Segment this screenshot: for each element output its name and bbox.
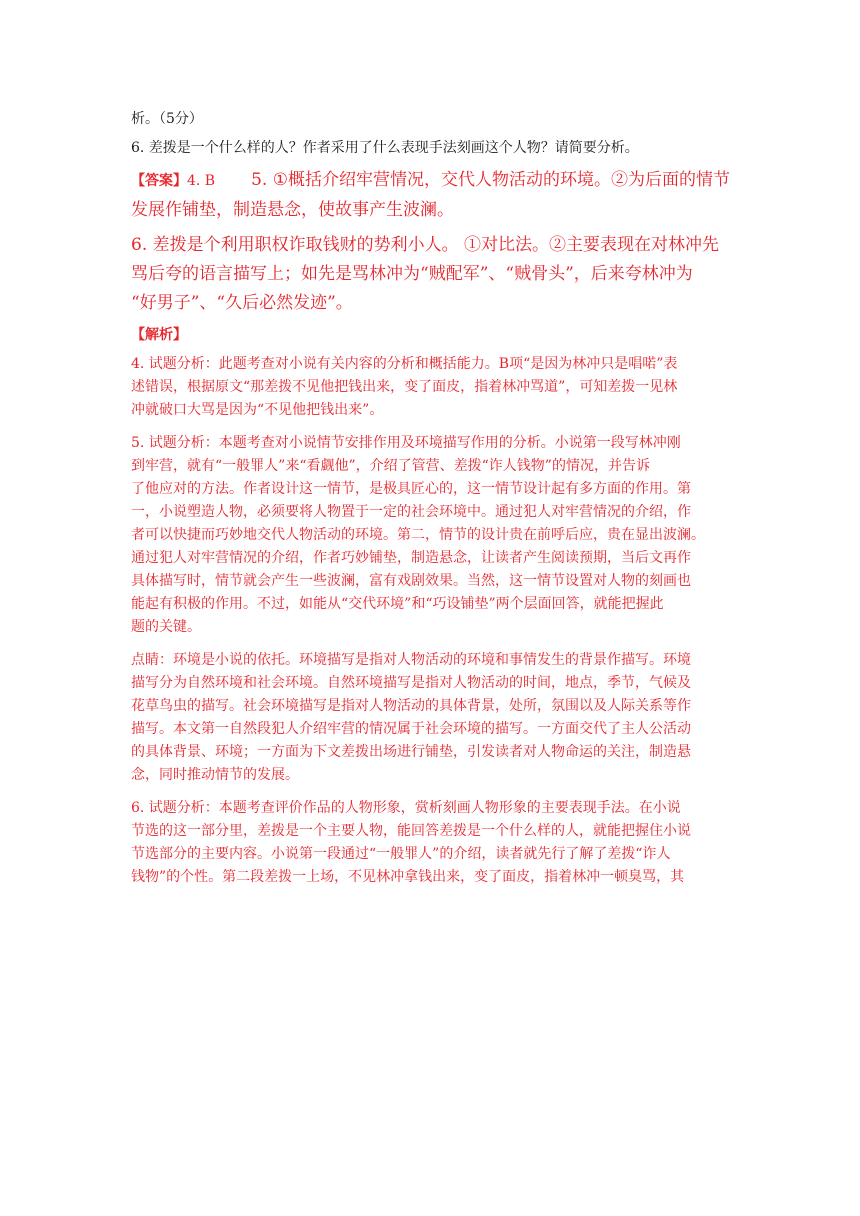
text-line: 6. 试题分析：本题考查评价作品的人物形象，赏析刻画人物形象的主要表现手法。在小说 [131, 800, 681, 816]
analysis-tag: 【解析】 [131, 327, 187, 343]
answer-4: 4. B [187, 173, 216, 189]
text-line: 描写分为自然环境和社会环境。自然环境描写是指对人物活动的时间，地点，季节，气候及 [131, 675, 691, 691]
answer-6-line-3: “好男子”、“久后必然发迹”。 [131, 293, 353, 313]
text-line: 能起有积极的作用。不过，如能从“交代环境”和“巧设铺垫”两个层面回答，就能把握此 [131, 596, 664, 612]
text-line: 的具体背景、环境；一方面为下文差拨出场进行铺垫，引发读者对人物命运的关注，制造悬 [131, 744, 691, 760]
text-line: 描写。本文第一自然段犯人介绍牢营的情况属于社会环境的描写。一方面交代了主人公活动 [131, 721, 691, 737]
answer-5-line-2: 发展作铺垫，制造悬念，使故事产生波澜。 [131, 200, 454, 220]
document-page [131, 108, 731, 889]
text-line: 具体描写时，情节就会产生一些波澜，富有戏剧效果。当然，这一情节设置对人物的刻画也 [131, 573, 691, 589]
answer-5-line-1: 5. ①概括介绍牢营情况，交代人物活动的环境。②为后面的情节 [251, 170, 730, 190]
text-line: 钱物”的个性。第二段差拨一上场，不见林冲拿钱出来，变了面皮，指着林冲一顿臭骂，其 [131, 869, 685, 885]
answer-6-line-2: 骂后夸的语言描写上；如先是骂林冲为“贼配军”、“贼骨头”，后来夸林冲为 [131, 264, 693, 284]
question-5-tail: 析。（5分） [131, 111, 203, 127]
analysis-paragraph-6 [131, 797, 731, 889]
text-line: 冲就破口大骂是因为“不见他把钱出来”。 [131, 402, 384, 418]
answer-line-1 [131, 166, 731, 196]
answer-block [131, 166, 731, 318]
text-line: 题的关键。 [131, 619, 201, 635]
text-line: 者可以快捷而巧妙地交代人物活动的环境。第二，情节的设计贵在前呼后应，贵在显出波澜。 [131, 527, 705, 543]
analysis-note [131, 649, 731, 787]
text-line: 花草鸟虫的描写。社会环境描写是指对人物活动的具体背景，处所，氛围以及人际关系等作 [131, 698, 691, 714]
text-line: 一，小说塑造人物，必须要将人物置于一定的社会环境中。通过犯人对牢营情况的介绍，作 [131, 504, 691, 520]
text-line: 到牢营，就有“一般罪人”来“看觑他”，介绍了管营、差拨“诈人钱物”的情况，并告诉 [131, 458, 650, 474]
text-line: 节选部分的主要内容。小说第一段通过“一般罪人”的介绍，读者就先行了解了差拨“诈人 [131, 846, 671, 862]
text-line: 4. 试题分析：此题考查对小说有关内容的分析和概括能力。B项“是因为林冲只是唱喏”表 [131, 356, 678, 372]
answer-6-line-1: 6. 差拨是个利用职权诈取钱财的势利小人。 ①对比法。②主要表现在对林冲先 [131, 235, 720, 255]
analysis-paragraph-5 [131, 432, 731, 639]
text-line: 了他应对的方法。作者设计这一情节，是极具匠心的，这一情节设计起有多方面的作用。第 [131, 481, 691, 497]
answer-tag: 【答案】 [131, 173, 187, 189]
text-line: 5. 试题分析：本题考查对小说情节安排作用及环境描写作用的分析。小说第一段写林冲刚 [131, 435, 681, 451]
text-line: 节选的这一部分里，差拨是一个主要人物，能回答差拨是一个什么样的人，就能把握住小说 [131, 823, 691, 839]
text-line: 点睛：环境是小说的依托。环境描写是指对人物活动的环境和事情发生的背景作描写。环境 [131, 652, 691, 668]
text-line: 念，同时推动情节的发展。 [131, 767, 299, 783]
analysis-paragraph-4 [131, 353, 731, 422]
text-line: 述错误，根据原文“那差拨不见他把钱出来，变了面皮，指着林冲骂道”，可知差拨一见林 [131, 379, 678, 395]
text-line: 通过犯人对牢营情况的介绍，作者巧妙铺垫，制造悬念，让读者产生阅读预期，当后文再作 [131, 550, 691, 566]
question-6: 6. 差拨是一个什么样的人？作者采用了什么表现手法刻画这个人物？请简要分析。 [131, 140, 639, 156]
